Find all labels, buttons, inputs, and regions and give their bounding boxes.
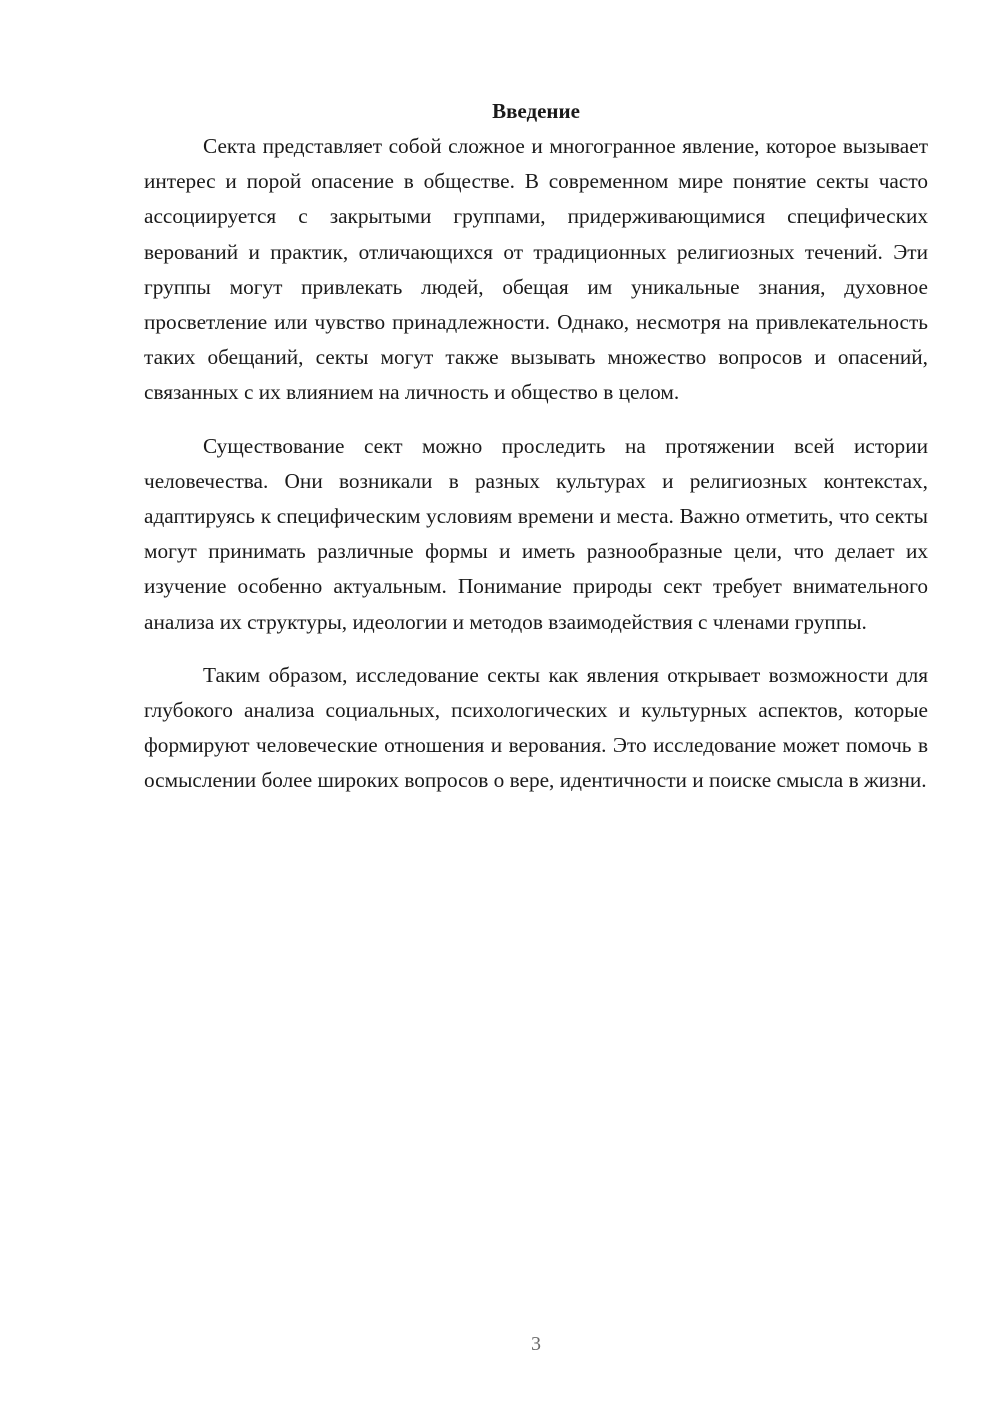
page-content [144, 94, 928, 817]
page-number: 3 [531, 1333, 541, 1355]
section-heading: Введение [492, 99, 580, 123]
paragraph-3: Таким образом, исследование секты как явления открывает возможности для глубокого анализа социальных, психологических и культурных аспектов, которые формируют человеческие отношения и верования. Это исследование может помочь в осмыслении более широких вопросов о вере, идентичности и поиске смысла в жизни. [144, 662, 928, 793]
paragraph-1: Секта представляет собой сложное и многогранное явление, которое вызывает интерес и порой опасение в обществе. В современном мире понятие секты часто ассоциируется с закрытыми группами, придерживающимися специфических верований и практик, отличающихся от традиционных религиозных течений. Эти группы могут привлекать людей, обещая им уникальные знания, духовное просветление или чувство принадлежности. Однако, несмотря на привлекательность таких обещаний, секты могут также вызывать множество вопросов и опасений, связанных с их влиянием на личность и общество в целом. [144, 134, 928, 405]
paragraph-2: Существование сект можно проследить на протяжении всей истории человечества. Они возникали в разных культурах и религиозных контекстах, адаптируясь к специфическим условиям времени и места. Важно отметить, что секты могут принимать различные формы и иметь разнообразные цели, что делает их изучение особенно актуальным. Понимание природы сект требует внимательного анализа их структуры, идеологии и методов взаимодействия с членами группы. [144, 433, 928, 634]
